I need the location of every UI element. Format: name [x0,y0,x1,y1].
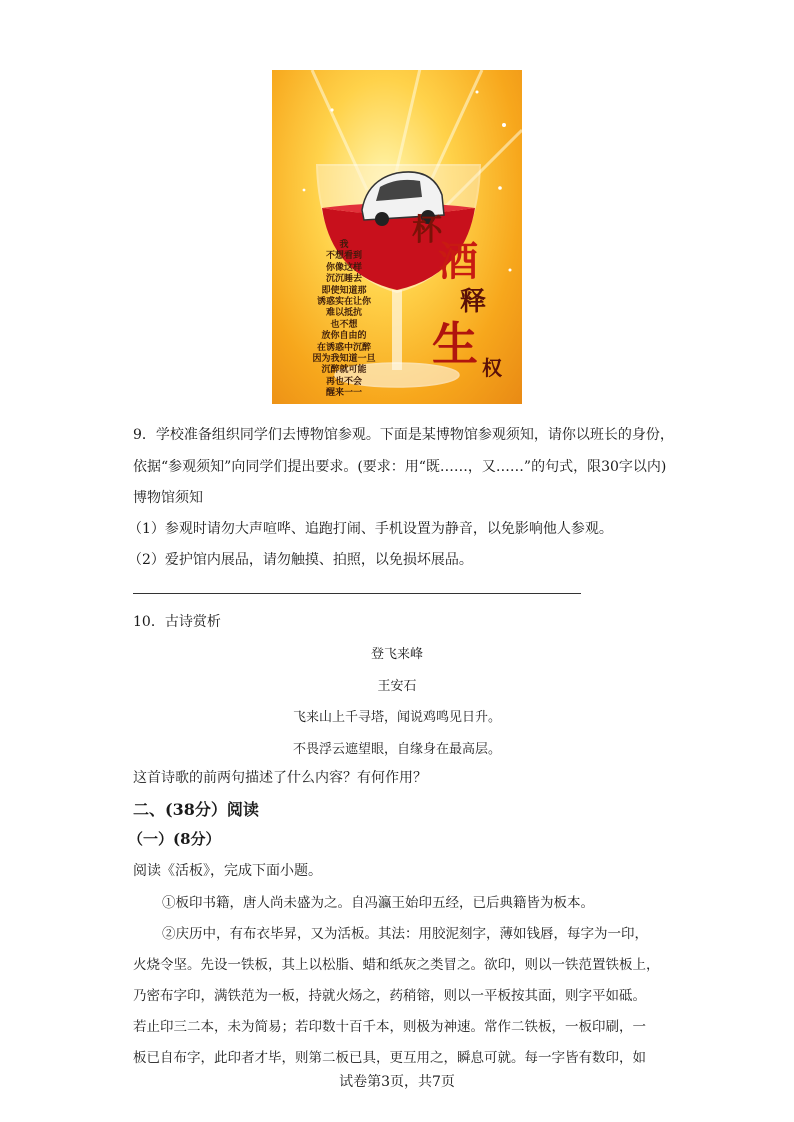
q9-prompt-line-1: 9．学校准备组织同学们去博物馆参观。下面是某博物馆参观须知，请你以班长的身份， [133,427,674,443]
poem-line-1: 飞来山上千寻塔，闻说鸡鸣见日升。 [292,710,501,725]
passage-paragraph-2-line-1: ②庆历中，有布衣毕昇，又为活板。其法：用胶泥刻字，薄如钱唇，每字为一印， [162,926,648,942]
poster-poem-line: 沉沉睡去 [325,274,362,285]
passage-paragraph-2-line-5: 板已自布字，此印者才毕，则第二板已具，更互用之，瞬息可就。每一字皆有数印，如 [133,1050,646,1066]
poster-poem-line: 即使知道那 [321,285,367,296]
poster-title-char-2: 酒 [438,238,478,285]
notice-title: 博物馆须知 [133,490,203,506]
poster-title-char-1: 杯 [412,213,442,248]
answer-line [133,593,581,594]
reading-intro: 阅读《活板》，完成下面小题。 [133,863,322,879]
poem-line-2: 不畏浮云遮望眼，自缘身在最高层。 [292,742,501,757]
passage-paragraph-2-line-4: 若止印三二本，未为简易；若印数十百千本，则极为神速。常作二铁板，一板印刷，一 [133,1019,646,1035]
poster-title-char-5: 权 [482,356,502,380]
poster-title-char-4: 生 [432,317,478,371]
poster-poem-line: 难以抵抗 [325,308,362,319]
sub-section-heading: （一）(8分） [128,830,221,848]
q10-heading: 10．古诗赏析 [133,614,221,630]
poster-poem-line: 不想看到 [325,251,362,262]
poster-poem-line: 再也不会 [325,376,362,387]
section-heading: 二、(38分）阅读 [133,800,259,819]
poem-author: 王安石 [377,679,417,694]
poster-poem-line: 沉醉就可能 [321,365,367,376]
passage-paragraph-2-line-3: 乃密布字印，满铁范为一板，持就火炀之，药稍镕，则以一平板按其面，则字平如砥。 [133,988,646,1004]
notice-item-1: （1）参观时请勿大声喧哗、追跑打闹、手机设置为静音，以免影响他人参观。 [128,521,613,537]
q9-prompt-line-2: 依据“参观须知”向同学们提出要求。(要求：用“既……，又……”的句式，限30字以内) [133,459,667,475]
poster-title-char-3: 释 [460,287,487,317]
wine-poster-image [272,70,522,404]
poster-poem [294,240,394,400]
passage-paragraph-1: ①板印书籍，唐人尚未盛为之。自冯瀛王始印五经，已后典籍皆为板本。 [162,895,594,911]
passage-paragraph-2-line-2: 火烧令坚。先设一铁板，其上以松脂、蜡和纸灰之类冒之。欲印，则以一铁范置铁板上， [133,957,660,973]
poem-title: 登飞来峰 [370,647,423,662]
poster-poem-line: 诱惑实在让你 [316,297,371,308]
poster-poem-line: 醒来一一 [325,388,362,399]
q10-question: 这首诗歌的前两句描述了什么内容？有何作用？ [133,770,427,786]
poster-poem-line: 因为我知道一旦 [312,354,376,365]
poster-poem-line: 你像这样 [325,262,362,273]
notice-item-2: （2）爱护馆内展品，请勿触摸、拍照，以免损坏展品。 [128,552,473,568]
poster-poem-line: 也不想 [330,319,358,330]
page-footer: 试卷第3页，共7页 [339,1074,455,1090]
poster-poem-line: 我 [339,240,349,250]
poster-poem-line: 在诱惑中沉醉 [316,342,371,353]
poster-poem-line: 放你自由的 [321,331,367,342]
